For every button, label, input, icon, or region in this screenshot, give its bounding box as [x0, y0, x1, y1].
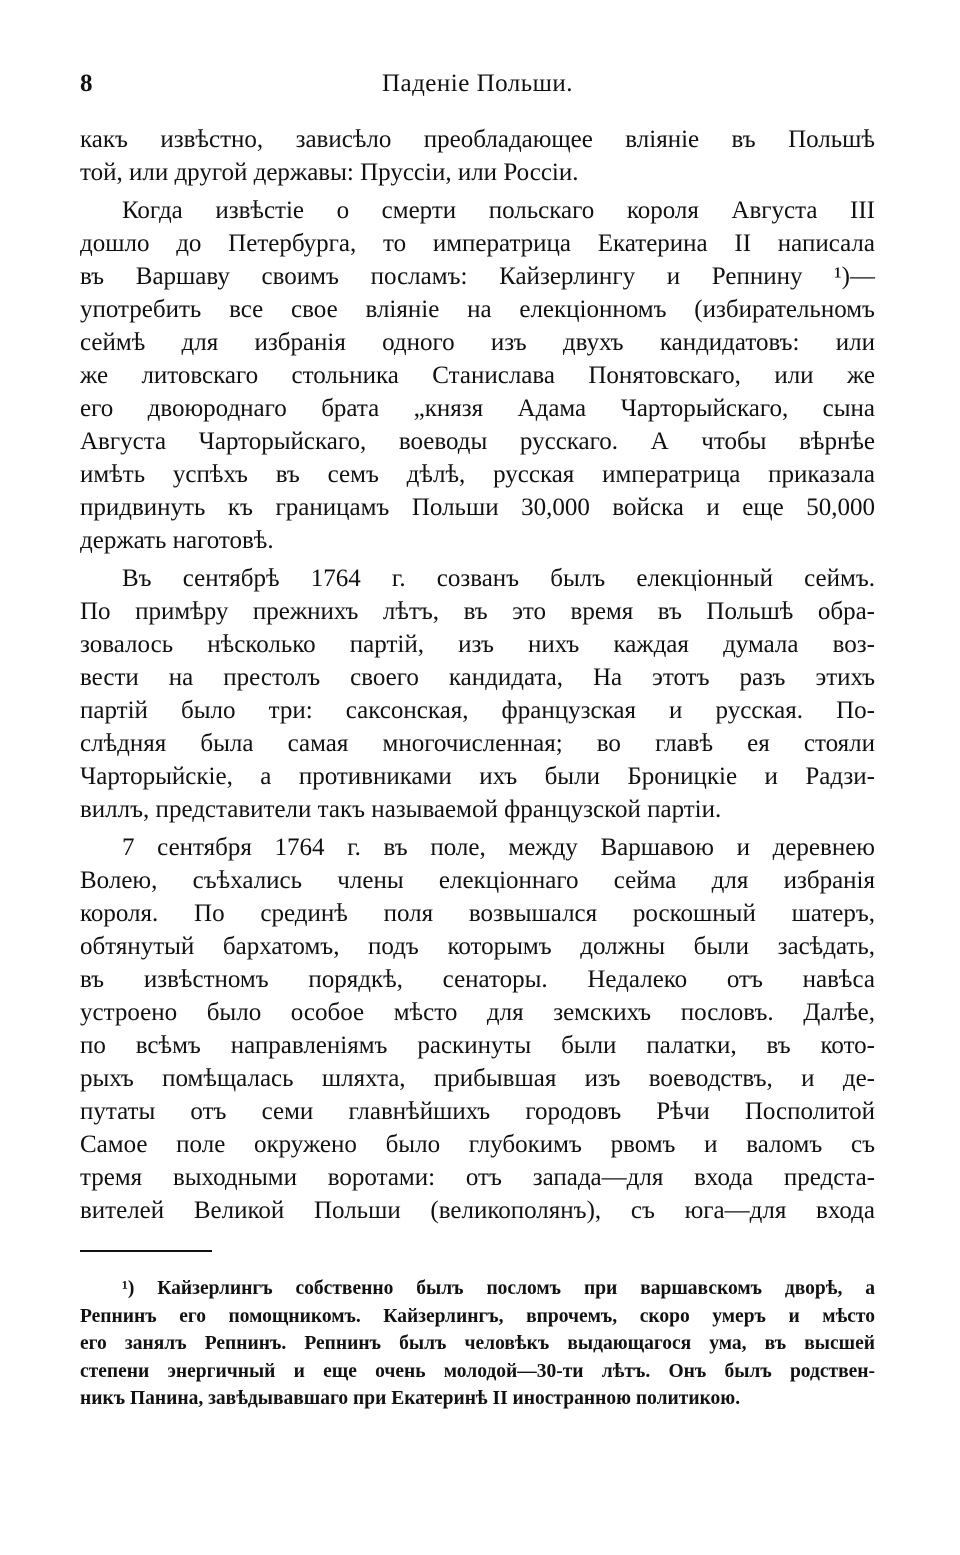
text-line: Когда извѣстіе о смерти польскаго короля Августа III [122, 197, 875, 224]
text-line: Чарторыйскіе, а противниками ихъ были Броницкіе и Радзи- [80, 763, 875, 790]
text-line: придвинуть къ границамъ Польши 30,000 войска и еще 50,000 [80, 494, 875, 521]
footnote-line: степени энергичный и еще очень молодой—30-ти лѣтъ. Онъ былъ родствен- [80, 1360, 875, 1382]
text-line: держать наготовѣ. [80, 527, 274, 554]
text-line: рыхъ помѣщалась шляхта, прибывшая изъ воеводствъ, и де- [80, 1065, 875, 1092]
text-line: вителей Великой Польши (великополянъ), съ юга—для входа [80, 1197, 875, 1224]
text-line: Волею, съѣхались члены елекціоннаго сейма для избранія [80, 867, 875, 894]
paragraph [80, 123, 875, 189]
text-line: зовалось нѣсколько партій, изъ нихъ каждая думала воз- [80, 631, 875, 658]
text-line: короля. По срединѣ поля возвышался роскошный шатеръ, [80, 900, 875, 927]
text-line: въ Варшаву своимъ посламъ: Кайзерлингу и Репнину ¹)— [80, 263, 875, 290]
text-line: же литовскаго стольника Станислава Понятовскаго, или же [80, 362, 875, 389]
text-line: имѣть успѣхъ въ семъ дѣлѣ, русская императрица приказала [80, 461, 875, 488]
text-line: По примѣру прежнихъ лѣтъ, въ это время въ Польшѣ обра- [80, 598, 875, 625]
footnote [80, 1275, 875, 1413]
text-line: по всѣмъ направленіямъ раскинуты были палатки, въ кото- [80, 1032, 875, 1059]
running-title: Паденіе Польши. [381, 70, 574, 97]
body-text [80, 123, 875, 1232]
text-line: виллъ, представители такъ называемой французской партіи. [80, 796, 722, 823]
text-line: тремя выходными воротами: отъ запада—для входа предста- [80, 1164, 875, 1191]
footnote-line: никъ Панина, завѣдывавшаго при Екатеринѣ II иностранною политикою. [80, 1388, 741, 1409]
text-line: его двоюроднаго брата „князя Адама Чарторыйскаго, сына [80, 395, 875, 422]
text-line: путаты отъ семи главнѣйшихъ городовъ Рѣчи Посполитой [80, 1098, 875, 1125]
text-line: той, или другой державы: Пруссіи, или Россіи. [80, 159, 579, 186]
page-number: 8 [80, 70, 93, 97]
text-line: слѣдняя была самая многочисленная; во главѣ ея стояли [80, 730, 875, 757]
text-line: Въ сентябрѣ 1764 г. созванъ былъ елекціонный сеймъ. [122, 565, 875, 592]
paragraph [80, 562, 875, 826]
text-line: употребить все свое вліяніе на елекціонномъ (избирательномъ [80, 296, 875, 323]
text-line: 7 сентября 1764 г. въ поле, между Варшавою и деревнею [122, 834, 875, 861]
text-line: въ извѣстномъ порядкѣ, сенаторы. Недалеко отъ навѣса [80, 966, 875, 993]
text-line: обтянутый бархатомъ, подъ которымъ должны были засѣдать, [80, 933, 875, 960]
text-line: Самое поле окружено было глубокимъ рвомъ и валомъ съ [80, 1131, 875, 1158]
footnote-line: ¹) Кайзерлингъ собственно былъ посломъ при варшавскомъ дворѣ, а [122, 1278, 875, 1299]
text-line: Августа Чарторыйскаго, воеводы русскаго. А чтобы вѣрнѣе [80, 428, 875, 455]
footnote-line: Репнинъ его помощникомъ. Кайзерлингъ, впрочемъ, скоро умеръ и мѣсто [80, 1305, 875, 1327]
paragraph [80, 194, 875, 557]
text-line: дошло до Петербурга, то императрица Екатерина II написала [80, 230, 875, 257]
text-line: партій было три: саксонская, французская и русская. По- [80, 697, 875, 724]
footnote-rule [80, 1250, 212, 1252]
text-line: какъ извѣстно, зависѣло преобладающее вліяніе въ Польшѣ [80, 126, 875, 153]
paragraph [80, 831, 875, 1227]
text-line: вести на престолъ своего кандидата, На этотъ разъ этихъ [80, 664, 875, 691]
text-line: сеймѣ для избранія одного изъ двухъ кандидатовъ: или [80, 329, 875, 356]
text-line: устроено было особое мѣсто для земскихъ пословъ. Далѣе, [80, 999, 875, 1026]
page-header [80, 70, 875, 106]
footnote-line: его занялъ Репнинъ. Репнинъ былъ человѣкъ выдающагося ума, въ высшей [80, 1333, 875, 1354]
